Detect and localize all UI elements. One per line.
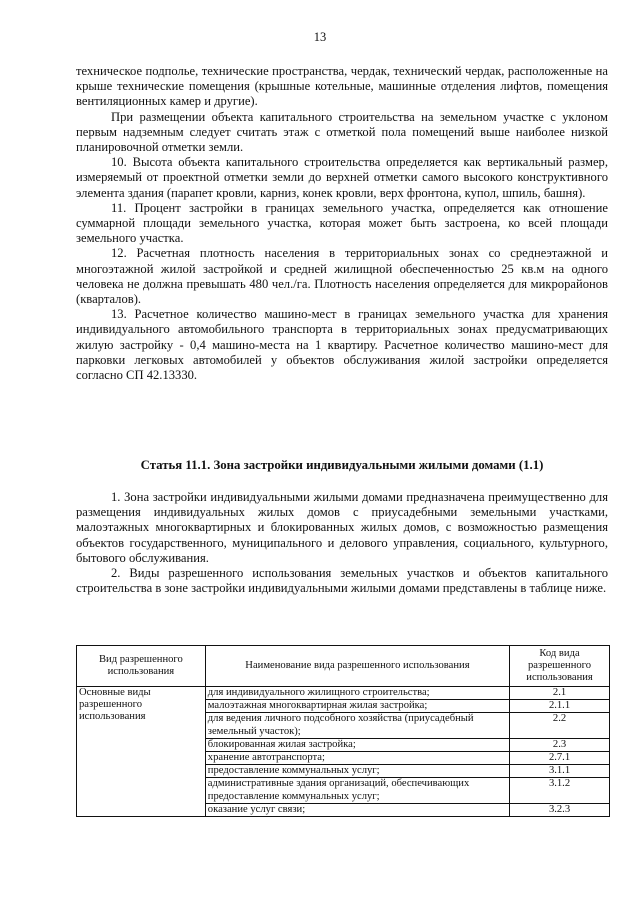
usage-code: 2.1 [510,687,610,700]
body-text-article [76,490,608,596]
usage-name: административные здания организаций, обеспечивающих предоставление коммунальных услуг; [205,778,509,803]
usage-code: 2.7.1 [510,752,610,765]
usage-code: 2.2 [510,713,610,738]
paragraph-10-height: 10. Высота объекта капитального строительства определяется как вертикальный размер, измеряемый от проектной отметки земли до верхней отметки самого высокого конструктивного элемента здания (парапет кровли, карниз, конек кровли, верх фронтона, купол, шпиль, башня). [76,155,608,200]
usage-name: для ведения личного подсобного хозяйства (приусадебный земельный участок); [205,713,509,738]
paragraph-usage-types: 2. Виды разрешенного использования земельных участков и объектов капитального строительства в зоне застройки индивидуальными жилыми домами представлены в таблице ниже. [76,566,608,596]
header-usage-type: Вид разрешенного использования [77,646,206,687]
usage-code: 2.1.1 [510,700,610,713]
usage-name: малоэтажная многоквартирная жилая застройка; [205,700,509,713]
usage-name: оказание услуг связи; [205,803,509,816]
usage-name: хранение автотранспорта; [205,752,509,765]
usage-code: 2.3 [510,738,610,751]
usage-code: 3.1.1 [510,765,610,778]
paragraph-11-coverage: 11. Процент застройки в границах земельного участка, определяется как отношение суммарной площади земельного участка, которая может быть застроена, ко всей площади земельного участка. [76,200,608,246]
table-header-row [77,646,610,687]
paragraph-slope-floor: При размещении объекта капитального строительства на земельном участке с уклоном первым надземным следует считать этаж с отметкой пола помещений выше наиболее низкой планировочной отметки земли. [76,109,608,155]
body-text-top [76,64,608,383]
paragraph-13-parking: 13. Расчетное количество машино-мест в границах земельного участка для хранения индивидуального автомобильного транспорта в территориальных зонах предусматривающих жилую застройку - 0,4 машино-места на 1 квартиру. Расчетное количество машино-мест для парковки легковых автомобилей у объектов обслуживания жилой застройки определяется согласно СП 42.13330. [76,307,608,383]
table-row [77,687,610,700]
header-usage-code: Код вида разрешенного использования [510,646,610,687]
page-number: 13 [313,30,327,44]
paragraph-continuation: техническое подполье, технические пространства, чердак, технический чердак, расположенные на крыше технические помещения (крышные котельные, машинные отделения лифтов, помещения вентиляционных камер и другие). [76,64,608,109]
usage-table [76,645,610,817]
paragraph-12-density: 12. Расчетная плотность населения в территориальных зонах со среднеэтажной и многоэтажной жилой застройкой и средней жилищной обеспеченностью 25 кв.м на одного человека не должна превышать 480 чел./га. Плотность населения определяется для микрорайонов (кварталов). [76,246,608,307]
article-heading: Статья 11.1. Зона застройки индивидуальными жилыми домами (1.1) [140,458,544,472]
usage-code: 3.1.2 [510,778,610,803]
usage-name: блокированная жилая застройка; [205,738,509,751]
group-label: Основные виды разрешенного использования [77,687,206,817]
usage-name: для индивидуального жилищного строительства; [205,687,509,700]
usage-name: предоставление коммунальных услуг; [205,765,509,778]
header-usage-name: Наименование вида разрешенного использования [205,646,509,687]
paragraph-zone-purpose: 1. Зона застройки индивидуальными жилыми домами предназначена преимущественно для размещения индивидуальных жилых домов с приусадебными земельными участками, малоэтажных многоквартирных и блокированных жилых домов, с возможностью размещения объектов государственного, муниципального и делового управления, социального, культурного, бытового обслуживания. [76,490,608,565]
usage-code: 3.2.3 [510,803,610,816]
